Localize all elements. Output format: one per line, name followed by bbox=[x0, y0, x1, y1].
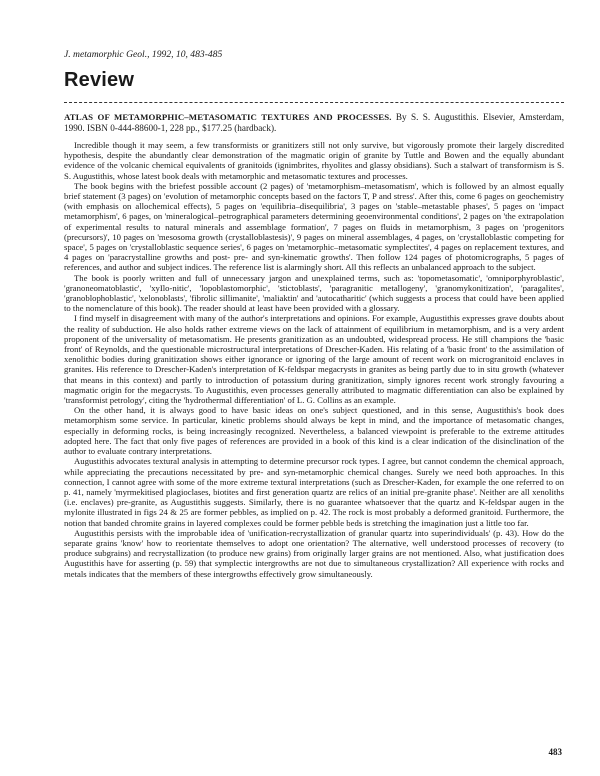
paragraph: Augustithis persists with the improbable idea of 'unification-recrystallization of granular quartz into superindividuals' (p. 43). How do the separate grains 'know' how to reorientate themselves to adopt one orientation? The alternative, well understood processes of recovery (to produce subgrains) and recrystallization (to produce new grains) from originally larger grains are not mentioned. Also, what justification does Augustithis have for asserting (p. 59) that symplectic intergrowths are not due to simultaneous crystallization? All experience with rocks and metals indicates that the members of these intergrowths effectively grow simultaneously. bbox=[64, 527, 564, 579]
review-body bbox=[64, 140, 564, 579]
paragraph: The book begins with the briefest possible account (2 pages) of 'metamorphism–metasomatism', which is followed by an almost equally brief statement (3 pages) on 'evolution of metamorphic concepts based on the factors T, P and stress'. After this, come 6 pages on geochemistry (with emphasis on allochemical effects), 5 pages on 'equilibria–disequilibria', 3 pages on 'stable–metastable phases', 5 pages on 'impact metamorphism', 6 pages, on 'mineralogical–petrographical parameters determining geoenvironmental conditions', 2 pages on 'the extrapolation of experimental results to natural minerals and assemblage formation', 7 pages on fluids in metamorphism, 3 pages on 'progenitors (precursors)', 10 pages on 'mesosoma growth (crystalloblastesis)', 9 pages on mineral assemblages, 4 pages, on 'crystalloblastic competing for space', 5 pages on 'crystalloblastic sequence series', 6 pages on 'metamorphic–metasomatic symplectites', 4 pages on replacement textures, and 4 pages on 'paracrystalline growths and post- pre- and syn-kinematic growths'. Then follow 124 pages of photomicrographs, 5 pages of references, and author and subject indices. The reference list is alarmingly short. All this reflects an unbalanced approach to the subject. bbox=[64, 180, 564, 273]
book-title: ATLAS OF METAMORPHIC–METASOMATIC TEXTURES AND PROCESSES. bbox=[64, 112, 392, 122]
journal-reference: J. metamorphic Geol., 1992, 10, 483-485 bbox=[64, 49, 223, 60]
book-details: By S. S. Augustithis. Elsevier, Amsterdam, 1990. ISBN 0-444-88600-1, 228 pp., $177.25 (hardback). bbox=[64, 112, 565, 133]
paragraph: Incredible though it may seem, a few transformists or granitizers still not only survive, but vigorously promote their largely discredited hypothesis, despite the abundantly clear demonstration of the magmatic origin of granite by Tuttle and Bowen and the equally abundant evidence of the volcanic chemical equivalents of granitoids (ignimbrites, rhyolites and glassy obsidians). Such a stalwart of transformism is S. S. Augustithis, whose latest book deals with metamorphic and metasomatic textures and processes. bbox=[64, 140, 564, 181]
page-number: 483 bbox=[548, 747, 562, 757]
paragraph: Augustithis advocates textural analysis in attempting to determine precursor rock types. I agree, but cannot condemn the chemical approach, while appreciating the precautions necessitated by pre- and syn-metamorphic chemical changes. Surely we need both approaches. In this connection, I cannot agree with some of the more extreme textural interpretations (such as Drescher-Kaden, for example the one referred to on p. 41, namely 'myrmekitised plagioclases, biotites and first generation quartz are relics of an initial pre-granite phase'. Neither are all xenoliths (i.e. enclaves) pre-granite, as Augustithis suggests. Similarly, there is no guarantee whatsoever that the quartz and K-feldspar augen in the mylonite illustrated in figs 24 & 25 are former pebbles, as implied on p. 42. The rock is most probably a deformed granitoid. Furthermore, the notion that banded chromite grains in layered complexes could be former pebble beds is stretching the imagination just a little too far. bbox=[64, 456, 564, 528]
paragraph: I find myself in disagreement with many of the author's interpretations and opinions. For example, Augustithis expresses grave doubts about the reality of subduction. He also holds rather extreme views on the lack of attainment of equilibrium in metamorphism, and is a very ardent proponent of the universality of metasomatism. He presents granitization as an undoubted, widespread process. He still champions the 'basic front' of Reynolds, and the questionable microstructural interpretations of Drescher-Kaden. His relating of a 'basic front' to the assimilation of xenolithic bodies during granitization shows either ignorance or ignoring of the large amount of recent work on microgranitoid enclaves in granites. His reference to Drescher-Kaden's interpretation of K-feldspar megacrysts in granites as being partly due to in situ growth (whatever that means in this context) and partly to introduction of potassium during granitization, simply ignores recent work strongly favouring a magmatic origin for the megacrysts. To Augustithis, even processes generally attributed to magmatic differentiation can also be explained by 'transformist petrology', citing the 'hydrothermal differentiation' of L. G. Collins as an example. bbox=[64, 313, 564, 406]
section-title: Review bbox=[64, 69, 135, 91]
paragraph: The book is poorly written and full of unnecessary jargon and unexplained terms, such as: 'topometasomatic', 'omniporphyroblastic', 'granoneomatoblastic', 'xyIlo-nitic', 'lopoblastomorphic', 'stictoblasts', 'paragranitic metallogeny', 'granomykonitization', 'paragalites', 'granoblophoblastic', 'xelonoblasts', 'fibrolic sillimanite', 'maliaktin' and 'autocatharitic' (which suggests a process that could have been applied to the nomenclature of this book). The reader should at least have been provided with a glossary. bbox=[64, 272, 564, 314]
paragraph: On the other hand, it is always good to have basic ideas on one's subject questioned, and in this sense, Augustithis's book does metamorphism some service. In particular, kinetic problems should always be kept in mind, and the importance of metasomatic changes, especially in deforming rocks, is being increasingly recognized. Nevertheless, a balanced viewpoint is preferable to the extreme attitudes adopted here. The fact that only five pages of references are provided in a book of this kind is a clear indication of the disinclination of the author to evaluate contrary interpretations. bbox=[64, 405, 564, 457]
book-citation bbox=[64, 112, 564, 134]
section-divider bbox=[64, 102, 564, 103]
